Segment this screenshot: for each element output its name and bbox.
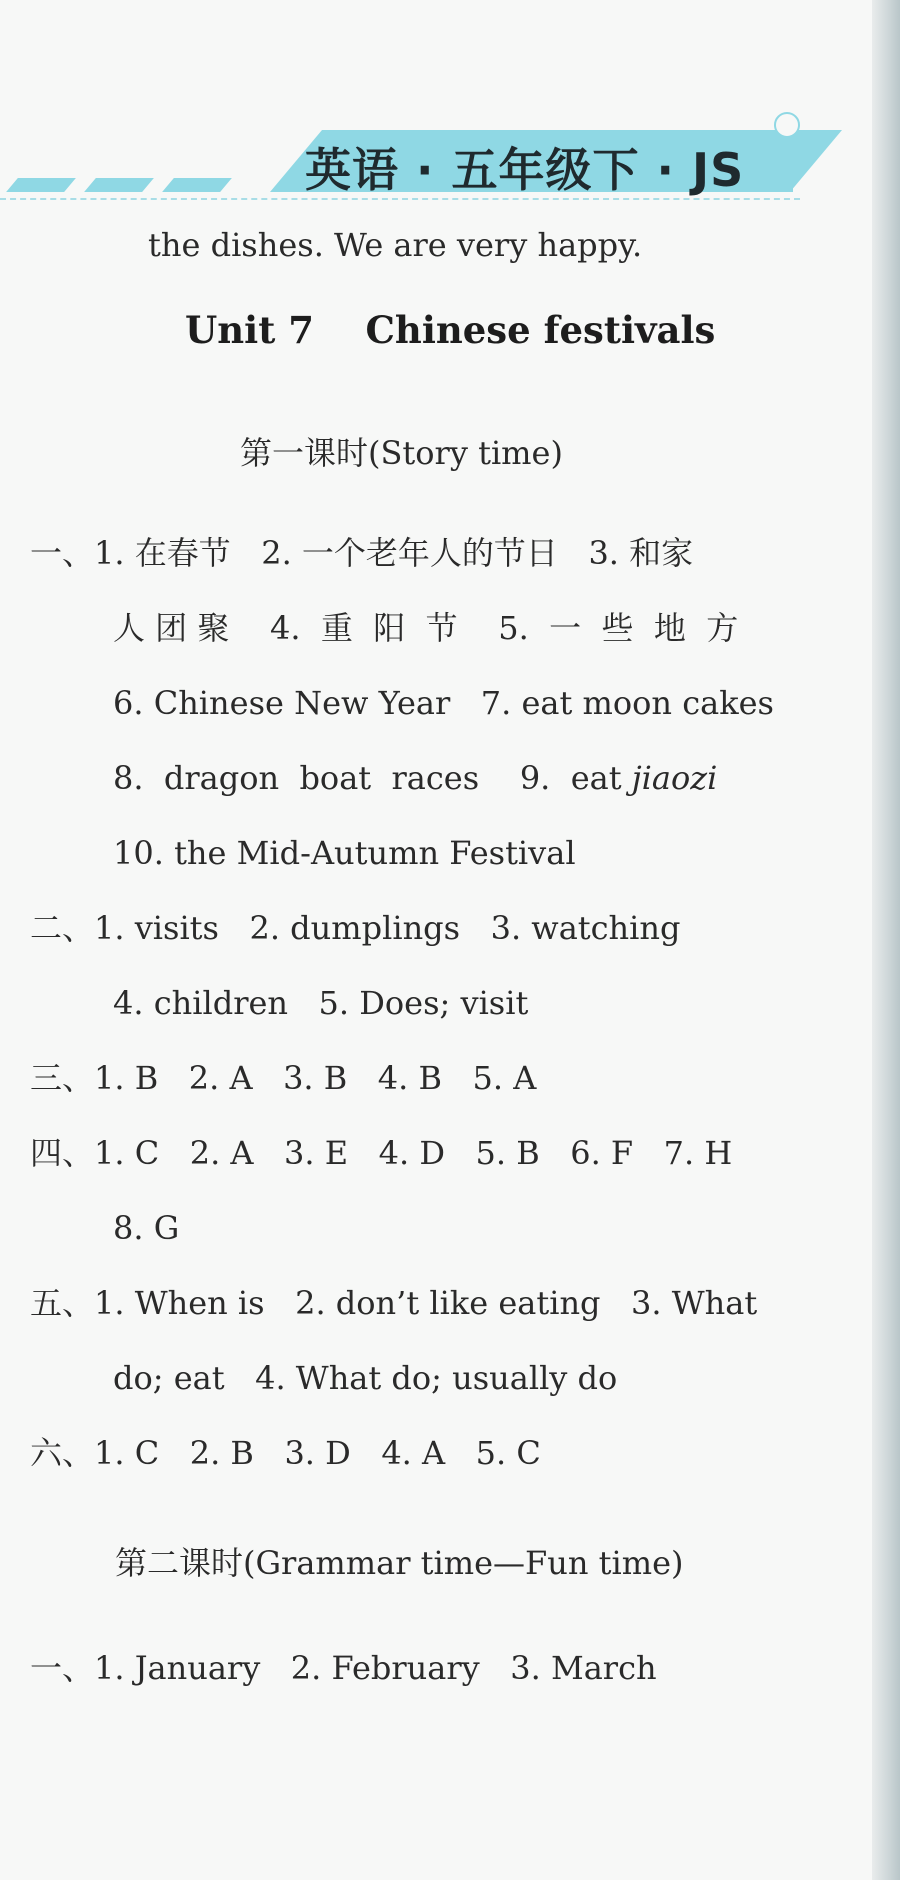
answer-line: 四、1. C 2. A 3. E 4. D 5. B 6. F 7. H (30, 1134, 733, 1172)
page-edge (872, 0, 900, 1880)
answer-line: do; eat 4. What do; usually do (113, 1359, 618, 1397)
answer-text: 8. dragon boat races 9. eat (113, 759, 632, 797)
answer-line: 三、1. B 2. A 3. B 4. B 5. A (30, 1059, 537, 1097)
answer-line: 一、1. 在春节 2. 一个老年人的节日 3. 和家 (30, 534, 694, 572)
answer-line: 人 团 聚 4. 重 阳 节 5. 一 些 地 方 (113, 609, 739, 647)
answer-line: 10. the Mid-Autumn Festival (113, 834, 576, 872)
header-stripe (162, 178, 232, 192)
answer-line: 二、1. visits 2. dumplings 3. watching (30, 909, 681, 947)
answer-line: 4. children 5. Does; visit (113, 984, 529, 1022)
lesson1-title: 第一课时(Story time) (240, 434, 563, 472)
header-stripe (84, 178, 154, 192)
header-title: 英语 · 五年级下 · JS (305, 143, 745, 197)
answer-line: 8. G (113, 1209, 180, 1247)
lesson2-title: 第二课时(Grammar time—Fun time) (115, 1544, 684, 1582)
answer-line (113, 758, 717, 798)
answer-line: 6. Chinese New Year 7. eat moon cakes (113, 684, 774, 722)
header-corner-circle (774, 112, 800, 138)
continuation-text: the dishes. We are very happy. (148, 226, 643, 264)
answer-line: 五、1. When is 2. don’t like eating 3. What (30, 1284, 758, 1322)
answer-text-italic: jiaozi (631, 759, 718, 797)
answer-line: 一、1. January 2. February 3. March (30, 1649, 657, 1687)
answer-line: 六、1. C 2. B 3. D 4. A 5. C (30, 1434, 541, 1472)
unit-title: Unit 7 Chinese festivals (185, 308, 716, 352)
header-stripe (6, 178, 76, 192)
